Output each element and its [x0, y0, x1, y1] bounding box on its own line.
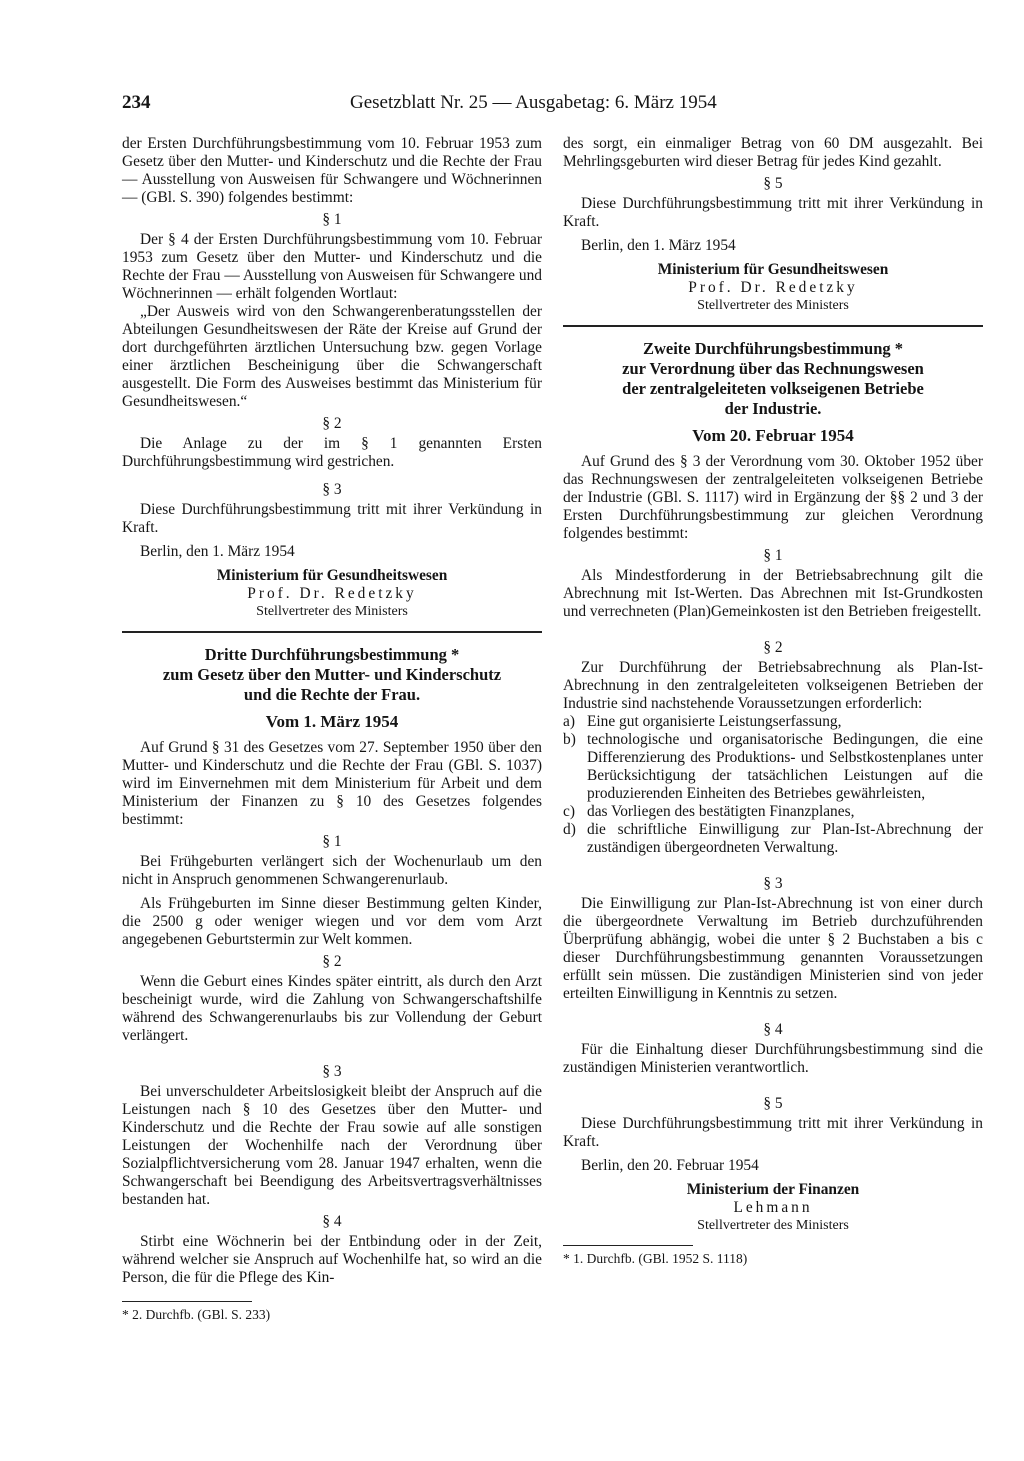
- section-4-text: Stirbt eine Wöchnerin bei der Entbindung oder in der Zeit, während welcher sie Anspruch auf Wochenhilfe hat, so wird an die Person, die für die Pflege des Kin-: [122, 1233, 542, 1286]
- doc-heading-line-2: zum Gesetz über den Mutter- und Kinderschutz: [162, 665, 502, 684]
- list-item-text: das Vorliegen des bestätigten Finanzplanes,: [587, 803, 855, 820]
- doc-heading-line-3: und die Rechte der Frau.: [243, 685, 421, 704]
- section-1-paragraph-2: Als Frühgeburten im Sinne dieser Bestimmung gelten Kinder, die 2500 g oder weniger wiegen und vor dem vom Arzt angegebenen Geburtstermin zur Welt kommen.: [122, 895, 542, 948]
- doc-heading-line-3: der zentralgeleiteten volkseigenen Betriebe: [622, 379, 924, 398]
- list-item-text: die schriftliche Einwilligung zur Plan-Ist-Abrechnung der zuständigen übergeordneten Verwaltung.: [587, 821, 983, 856]
- section-5-text: Diese Durchführungsbestimmung tritt mit ihrer Verkündung in Kraft.: [563, 1115, 983, 1150]
- footnote-rule: [122, 1301, 252, 1302]
- section-4-label: § 4: [763, 1021, 783, 1038]
- section-3-text: Die Einwilligung zur Plan-Ist-Abrechnung ist von einer durch die übergeordnete Verwaltung im Betrieb durchzuführenden Überprüfung abhängig, wobei die unter § 2 Buchstaben a bis c dieser Durchführungsbestimmung genannten Voraussetzungen erfüllt sein müssen. Die zuständigen Ministerien sind von jeder erteilten Einwilligung in Kenntnis zu setzen.: [563, 895, 983, 1002]
- list-item-label: c): [563, 803, 575, 820]
- doc-date: Vom 20. Februar 1954: [692, 426, 854, 445]
- section-3-label: § 3: [322, 1063, 342, 1080]
- section-2-text: Wenn die Geburt eines Kindes später eintritt, als durch den Arzt bescheinigt wurde, wird die Zahlung von Schwangerschaftshilfe während des Schwangerenurlaubs bis zur Vollendung der Geburt verlängert.: [122, 973, 542, 1044]
- page-number: 234: [122, 92, 151, 113]
- right-column: [563, 135, 983, 1268]
- list-item-label: b): [563, 731, 576, 748]
- section-3-label: § 3: [763, 875, 783, 892]
- section-divider: [563, 325, 983, 327]
- section-2-label: § 2: [322, 415, 342, 432]
- section-5-label: § 5: [763, 1095, 783, 1112]
- ministry-name: Ministerium für Gesundheitswesen: [657, 261, 889, 278]
- signer-role: Stellvertreter des Ministers: [697, 298, 849, 313]
- doc-heading-line-2: zur Verordnung über das Rechnungswesen: [622, 359, 924, 378]
- footnote: * 2. Durchfb. (GBl. S. 233): [122, 1307, 271, 1322]
- doc-heading-line-4: der Industrie.: [724, 399, 822, 418]
- section-2-label: § 2: [763, 639, 783, 656]
- doc-preamble: Auf Grund des § 3 der Verordnung vom 30. Oktober 1952 über das Rechnungswesen der zentralgeleiteten volkseigenen Betriebe der Industrie (GBl. S. 1117) wird in Ergänzung der §§ 2 und 3 der Ersten Durchführungsbestimmung zur gleichen Verordnung folgendes bestimmt:: [563, 453, 983, 542]
- doc-date: Vom 1. März 1954: [265, 712, 399, 731]
- section-3-label: § 3: [322, 481, 342, 498]
- doc-heading-line-1: Zweite Durchführungsbestimmung *: [642, 339, 904, 358]
- list-item-label: d): [563, 821, 576, 838]
- list-item: [563, 803, 983, 821]
- place-date: Berlin, den 20. Februar 1954: [581, 1157, 759, 1174]
- section-2-label: § 2: [322, 953, 342, 970]
- page-header: [122, 88, 982, 118]
- left-column: [122, 135, 542, 1324]
- section-5-text: Diese Durchführungsbestimmung tritt mit ihrer Verkündung in Kraft.: [563, 195, 983, 230]
- footnote-rule: [563, 1245, 693, 1246]
- place-date: Berlin, den 1. März 1954: [140, 543, 295, 560]
- gazette-title: Gesetzblatt Nr. 25 — Ausgabetag: 6. März 1954: [350, 92, 717, 113]
- continuation-paragraph: des sorgt, ein einmaliger Betrag von 60 DM ausgezahlt. Bei Mehrlingsgeburten wird dieser Betrag für jedes Kind gezahlt.: [563, 135, 983, 170]
- section-4-text: Für die Einhaltung dieser Durchführungsbestimmung sind die zuständigen Ministerien verantwortlich.: [563, 1041, 983, 1076]
- list-item-label: a): [563, 713, 575, 730]
- signer-name: Lehmann: [733, 1199, 813, 1216]
- section-1-text: Als Mindestforderung in der Betriebsabrechnung gilt die Abrechnung mit Ist-Werten. Das Abrechnen mit Ist-Grundkosten und verrechneten (Plan)Gemeinkosten ist den Betrieben freigestellt.: [563, 567, 983, 620]
- signer-name: Prof. Dr. Redetzky: [688, 279, 858, 296]
- section-5-label: § 5: [763, 175, 783, 192]
- section-3-text: Diese Durchführungsbestimmung tritt mit ihrer Verkündung in Kraft.: [122, 501, 542, 536]
- ministry-name: Ministerium für Gesundheitswesen: [216, 567, 448, 584]
- section-1-quote: „Der Ausweis wird von den Schwangerenberatungsstellen der Abteilungen Gesundheitswesen der Räte der Kreise auf Grund der dort durchgeführten ärztlichen Untersuchung bzw. gegen Vorlage einer ärztlichen Bescheinigung über die Schwangerschaft ausgestellt. Die Form des Ausweises bestimmt das Ministerium für Gesundheitswesen.“: [122, 303, 542, 410]
- list-item-text: Eine gut organisierte Leistungserfassung,: [587, 713, 842, 730]
- doc-heading-line-1: Dritte Durchführungsbestimmung *: [204, 645, 460, 664]
- section-4-label: § 4: [322, 1213, 342, 1230]
- section-1-label: § 1: [322, 833, 342, 850]
- list-item: [563, 821, 983, 857]
- section-1-text: Der § 4 der Ersten Durchführungsbestimmung vom 10. Februar 1953 zum Gesetz über den Mutter- und Kinderschutz und die Rechte der Frau — Ausstellung von Ausweisen für Schwangere und Wöchnerinnen — erhält folgenden Wortlaut:: [122, 231, 542, 302]
- ministry-name: Ministerium der Finanzen: [686, 1181, 860, 1198]
- section-2-text: Zur Durchführung der Betriebsabrechnung als Plan-Ist-Abrechnung in den zentralgeleiteten volkseigenen Betrieben der Industrie sind nachstehende Voraussetzungen erforderlich:: [563, 659, 983, 712]
- list-item: [563, 713, 983, 731]
- signer-role: Stellvertreter des Ministers: [256, 604, 408, 619]
- section-1-label: § 1: [763, 547, 783, 564]
- intro-paragraph: der Ersten Durchführungsbestimmung vom 10. Februar 1953 zum Gesetz über den Mutter- und Kinderschutz und die Rechte der Frau — Ausstellung von Ausweisen für Schwangere und Wöchnerinnen — (GBl. S. 390) folgendes bestimmt:: [122, 135, 542, 206]
- signer-role: Stellvertreter des Ministers: [697, 1218, 849, 1233]
- footnote: * 1. Durchfb. (GBl. 1952 S. 1118): [563, 1251, 748, 1266]
- place-date: Berlin, den 1. März 1954: [581, 237, 736, 254]
- section-1-label: § 1: [322, 211, 342, 228]
- section-3-text: Bei unverschuldeter Arbeitslosigkeit bleibt der Anspruch auf die Leistungen nach § 10 des Gesetzes über den Mutter- und Kinderschutz und die Rechte der Frau sowie auf alle sonstigen Leistungen der Wochenhilfe nach der Verordnung über Sozialpflichtversicherung vom 28. Januar 1947 erhalten, wenn die Schwangerschaft bei Beendigung des Arbeitsvertragsverhältnisses bestanden hat.: [122, 1083, 542, 1208]
- signer-name: Prof. Dr. Redetzky: [247, 585, 417, 602]
- section-2-text: Die Anlage zu der im § 1 genannten Ersten Durchführungsbestimmung wird gestrichen.: [122, 435, 542, 470]
- list-item-text: technologische und organisatorische Bedingungen, die eine Differenzierung des Produktions- und Selbstkostenplanes unter Berücksichtigung der tatsächlichen Leistungen auf die produzierenden Einheiten des Betriebes gewährleisten,: [587, 731, 983, 802]
- doc-preamble: Auf Grund § 31 des Gesetzes vom 27. September 1950 über den Mutter- und Kinderschutz und die Rechte der Frau (GBl. S. 1037) wird im Einvernehmen mit dem Ministerium für Arbeit und dem Ministerium der Finanzen zu § 10 des Gesetzes folgendes bestimmt:: [122, 739, 542, 828]
- section-divider: [122, 631, 542, 633]
- list-item: [563, 731, 983, 803]
- section-1-paragraph-1: Bei Frühgeburten verlängert sich der Wochenurlaub um den nicht in Anspruch genommenen Schwangerenurlaub.: [122, 853, 542, 888]
